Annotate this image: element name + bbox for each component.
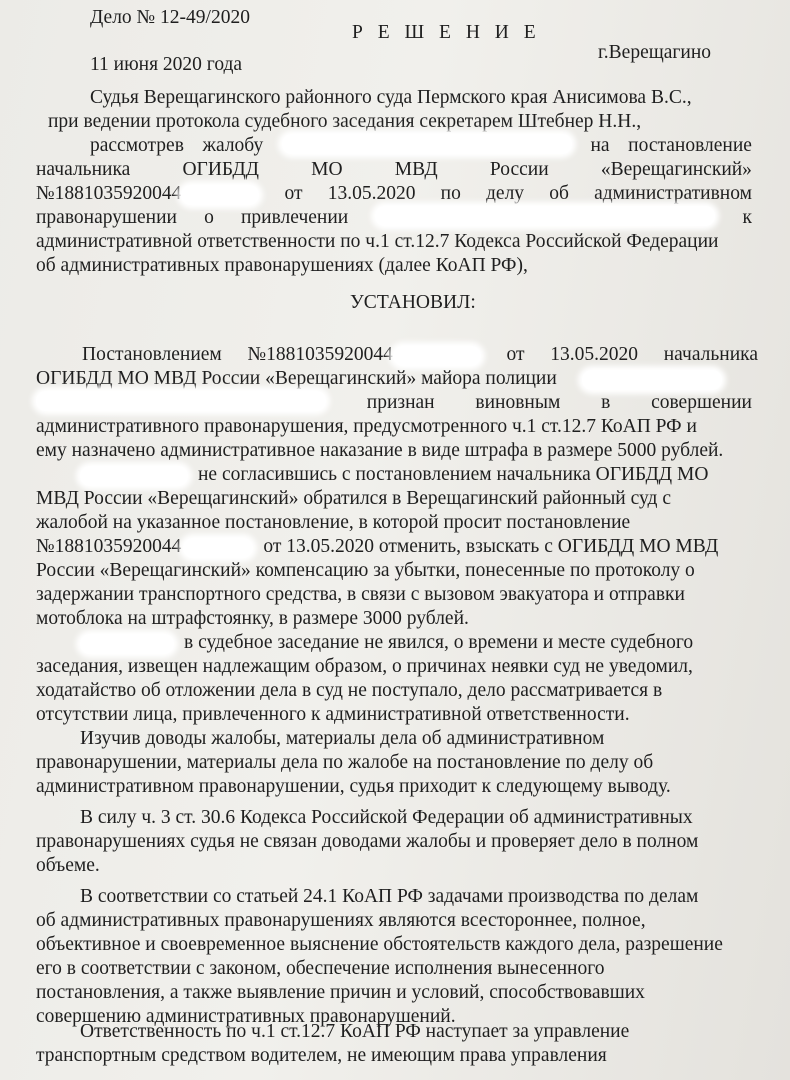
intro-line: административной ответственности по ч.1 ст.12.7 Кодекса Российской Федерации [36,231,719,252]
decision-date: 11 июня 2020 года [90,54,243,75]
intro-line: №1881035920044 от 13.05.2020 по делу об административном [36,183,752,204]
intro-line: при ведении протокола судебного заседания секретарем Штебнер Н.Н., [48,111,642,132]
redacted-name [80,466,188,486]
p2-line: МВД России «Верещагинский» обратился в Верещагинский районный суд с [36,488,671,509]
p2-line: жалобой на указанное постановление, в которой просит постановление [36,512,631,533]
p4-line: Изучив доводы жалобы, материалы дела об административном [80,728,605,749]
p1-line: ОГИБДД МО МВД России «Верещагинский» майора полиции [36,367,760,391]
redacted-name [375,206,715,226]
document-title: Р Е Ш Е Н И Е [352,22,541,43]
p2-line: задержании транспортного средства, в связи с вызовом эвакуатора и отправки [36,584,685,605]
p2-line: мотоблока на штрафстоянку, в размере 3000 рублей. [36,608,469,629]
intro-line: начальника ОГИБДД МО МВД России «Верещагинский» [36,159,752,180]
city: г.Верещагино [598,42,712,63]
redacted-name [282,134,572,154]
intro-line: правонарушении о привлечении к [36,207,752,228]
intro-line: об административных правонарушениях (далее КоАП РФ), [36,255,528,276]
p2-line: России «Верещагинский» компенсацию за убытки, понесенные по протоколу о [36,560,695,581]
p3-line: отсутствии лица, привлеченного к административной ответственности. [36,704,630,725]
p6-line: его в соответствии с законом, обеспечение исполнения вынесенного [36,958,605,979]
redacted-name [582,370,722,390]
section-heading: УСТАНОВИЛ: [350,292,476,313]
redacted-number [183,538,253,558]
p2-line: №1881035920044 от 13.05.2020 отменить, взыскать с ОГИБДД МО МВД [36,536,719,557]
p6-line: совершению административных правонарушений. [36,1006,456,1027]
p1-line: Постановлением №1881035920044 от 13.05.2020 начальника [82,344,758,365]
p5-line: В силу ч. 3 ст. 30.6 Кодекса Российской Федерации об административных [80,807,693,828]
p7-line: Ответственность по ч.1 ст.12.7 КоАП РФ наступает за управление [80,1021,630,1042]
redacted-number [181,185,259,205]
p6-line: объективное и своевременное выяснение обстоятельств каждого дела, разрешение [36,934,723,955]
p1-line: признан виновным в совершении [36,391,752,415]
p3-line: в судебное заседание не явился, о времени и месте судебного [80,631,790,655]
redacted-name [80,634,174,654]
case-number: Дело № 12-49/2020 [90,7,250,28]
intro-line: Судья Верещагинского районного суда Пермского края Анисимова В.С., [90,87,692,108]
p1-line: ему назначено административное наказание в виде штрафа в размере 5000 рублей. [36,440,724,461]
p5-line: правонарушениях судья не связан доводами жалобы и проверяет дело в полном [36,831,699,852]
p5-line: объеме. [36,855,100,876]
p7-line: транспортным средством водителем, не имеющим права управления [36,1045,607,1066]
p3-line: ходатайство об отложении дела в суд не поступало, дело рассматривается в [36,680,663,701]
p1-line: административного правонарушения, предусмотренного ч.1 ст.12.7 КоАП РФ и [36,416,697,437]
p4-line: правонарушении, материалы дела по жалобе на постановление по делу об [36,752,654,773]
p2-line: не согласившись с постановлением начальника ОГИБДД МО [80,463,790,487]
p3-line: заседания, извещен надлежащим образом, о причинах неявки суд не уведомил, [36,656,693,677]
p6-line: В соответствии со статьей 24.1 КоАП РФ задачами производства по делам [80,886,699,907]
p6-line: об административных правонарушениях являются всестороннее, полное, [36,910,646,931]
redacted-number [393,346,481,366]
p6-line: постановления, а также выявление причин и условий, способствовавших [36,982,645,1003]
intro-line: рассмотрев жалобу на постановление [90,135,752,156]
redacted-name [36,391,326,411]
p4-line: административном правонарушении, судья приходит к следующему выводу. [36,776,671,797]
